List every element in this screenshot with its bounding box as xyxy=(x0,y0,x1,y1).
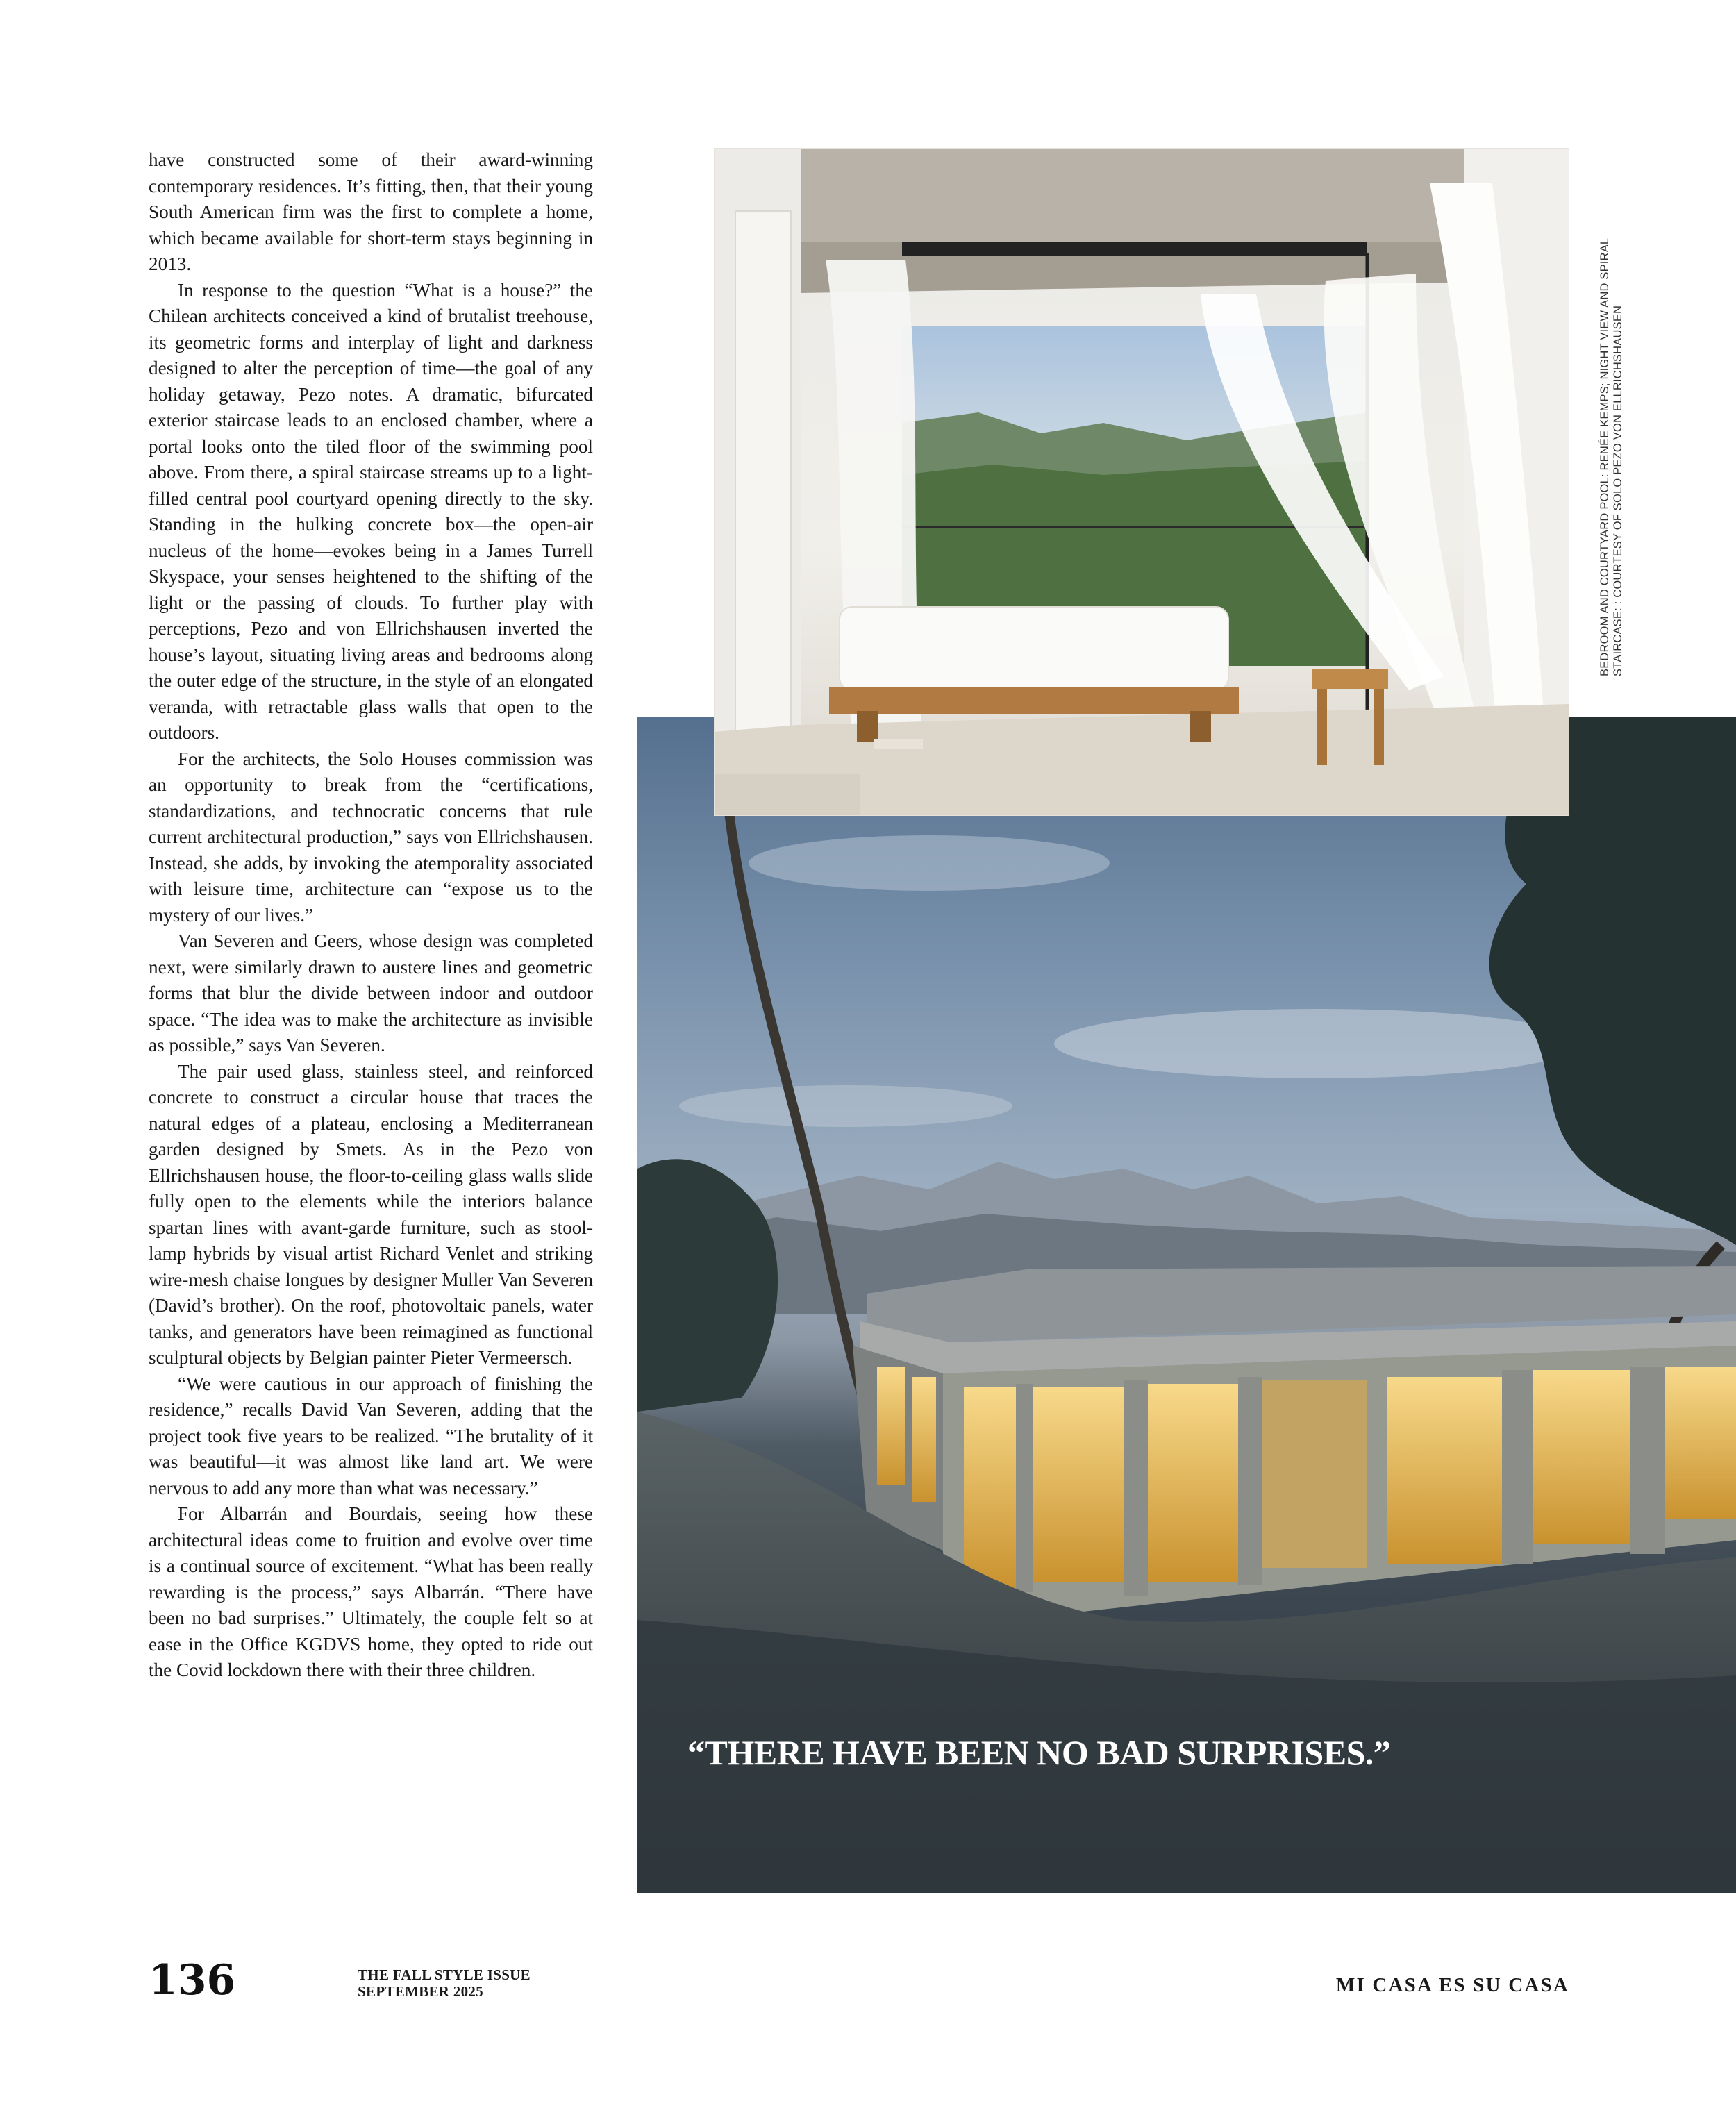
paragraph-6: “We were cautious in our approach of finishing the residence,” recalls David Van Severen, adding that the project took five years to be realized. “The brutality of it was beautiful—it was almost like land art. We were nervous to add any more than what was necessary.” xyxy=(149,1373,593,1498)
pull-quote: “THERE HAVE BEEN NO BAD SURPRISES.” xyxy=(687,1733,1391,1772)
paragraph-7: For Albarrán and Bourdais, seeing how these architectural ideas come to fruition and evolve over time is a continual source of excitement. “What has been really rewarding is the process,” says Albarrán. “There have been no bad surprises.” Ultimately, the couple felt so at ease in the Office KGDVS home, they opted to ride out the Covid lockdown there with their three children. xyxy=(149,1503,593,1680)
bedroom-photo xyxy=(715,149,1569,815)
photo-credit-line-1: BEDROOM AND COURTYARD POOL: RENÉE KEMPS; NIGHT VIEW AND SPIRAL xyxy=(1599,237,1611,676)
article-body xyxy=(149,147,593,1904)
issue-date: SEPTEMBER 2025 xyxy=(358,1983,483,2000)
paragraph-5: The pair used glass, stainless steel, and reinforced concrete to construct a circular house that traces the natural edges of a plateau, enclosing a Mediterranean garden designed by Smets. As in the Pezo von Ellrichshausen house, the floor-to-ceiling glass walls slide fully open to the elements while the interiors balance spartan lines with avant-garde furniture, such as stool-lamp hybrids by visual artist Richard Venlet and striking wire-mesh chaise longues by designer Muller Van Severen (David’s brother). On the roof, photovoltaic panels, water tanks, and generators have been reimagined as functional sculptural objects by Belgian painter Pieter Vermeersch. xyxy=(149,1060,593,1368)
issue-name: THE FALL STYLE ISSUE xyxy=(358,1966,531,1983)
photo-credit xyxy=(1599,204,1625,676)
section-title: MI CASA ES SU CASA xyxy=(1335,1974,1569,1996)
paragraph-1: have constructed some of their award-winning contemporary residences. It’s fitting, then, that their young South American firm was the first to complete a home, which became available for short-term stays beginning in 2013. xyxy=(149,149,593,274)
issue-info xyxy=(358,1966,531,2000)
exterior-photo-illustration xyxy=(637,717,1736,1893)
paragraph-2: In response to the question “What is a house?” the Chilean architects conceived a kind of brutalist treehouse, its geometric forms and interplay of light and darkness designed to alter the perception of time—the goal of any holiday getaway, Pezo notes. A dramatic, bifurcated exterior staircase leads to an enclosed chamber, where a portal looks onto the tiled floor of the swimming pool above. From there, a spiral staircase streams up to a light-filled central pool courtyard opening directly to the sky. Standing in the hulking concrete box—the open-air nucleus of the home—evokes being in a James Turrell Skyspace, your senses heightened to the shifting of the light or the passing of clouds. To further play with perceptions, Pezo and von Ellrichshausen inverted the house’s layout, situating living areas and bedrooms along the outer edge of the structure, in the style of an elongated veranda, with retractable glass walls that open to the outdoors. xyxy=(149,279,593,743)
bedroom-photo-illustration xyxy=(715,149,1569,815)
paragraph-3: For the architects, the Solo Houses commission was an opportunity to break from the “certifications, standardizations, and technocratic concerns that rule current architectural production,” says von Ellrichshausen. Instead, she adds, by invoking the atemporality associated with leisure time, architecture can “expose us to the mystery of our lives.” xyxy=(149,748,593,926)
photo-credit-line-2: STAIRCASE: : COURTESY OF SOLO PEZO VON ELLRICHSHAUSEN xyxy=(1612,305,1624,676)
page-number: 136 xyxy=(149,1956,236,2005)
exterior-night-photo xyxy=(637,717,1736,1893)
paragraph-4: Van Severen and Geers, whose design was completed next, were similarly drawn to austere lines and geometric forms that blur the divide between indoor and outdoor space. “The idea was to make the architecture as invisible as possible,” says Van Severen. xyxy=(149,930,593,1055)
